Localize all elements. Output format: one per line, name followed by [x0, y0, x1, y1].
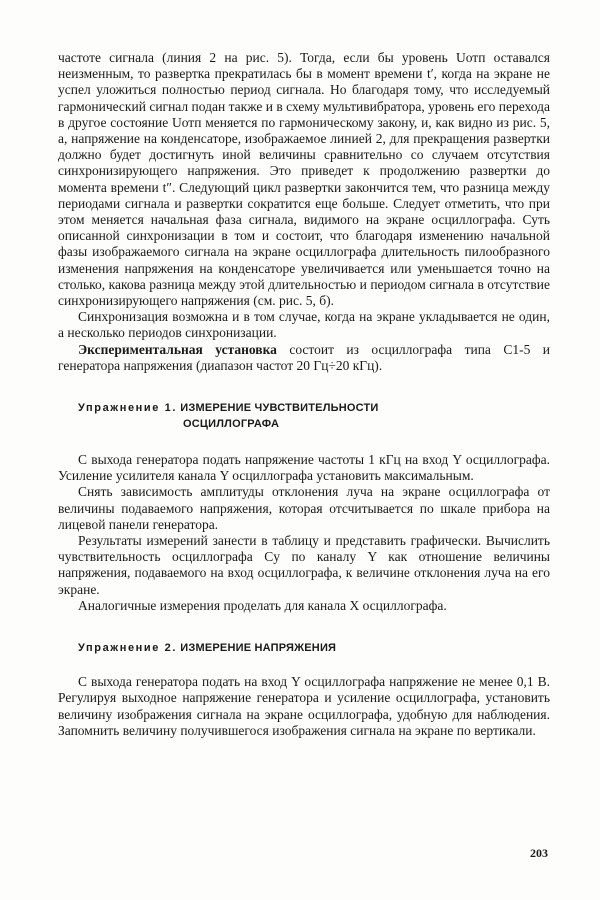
exercise-1-paragraph-1: С выхода генератора подать напряжение частоты 1 кГц на вход Y осциллографа. Усиление усилителя канала Y осциллографа установить максимальным. [58, 452, 550, 484]
page-number: 203 [530, 846, 548, 860]
exercise-1-title-line1: ИЗМЕРЕНИЕ ЧУВСТВИТЕЛЬНОСТИ [180, 402, 379, 415]
exercise-2-heading [58, 640, 550, 656]
setup-lead: Экспериментальная установка [78, 341, 277, 357]
exercise-1-paragraph-4: Аналогичные измерения проделать для канала X осциллографа. [78, 597, 447, 613]
exercise-2-prefix: Упражнение 2. [78, 642, 178, 655]
exercise-2-paragraph-1: С выхода генератора подать на вход Y осциллографа напряжение не менее 0,1 В. Регулируя выходное напряжение генератора и усиление осциллографа, установить величину изображения сигнала на экране осциллографа, удобную для наблюдения. Запомнить величину получившегося изображения сигнала на экране по вертикали. [58, 674, 550, 738]
exercise-2-title: ИЗМЕРЕНИЕ НАПРЯЖЕНИЯ [180, 642, 337, 655]
exercise-1-heading [58, 400, 550, 432]
setup-rest: состоит из осциллографа типа С1-5 и генератора напряжения (диапазон частот 20 Гц÷20 кГц). [58, 341, 550, 373]
paragraph-experimental-setup [58, 342, 550, 374]
paragraph-multiple-periods: Синхронизация возможна и в том случае, когда на экране укладывается не один, а несколько периодов синхронизации. [58, 309, 550, 341]
exercise-1-paragraph-3: Результаты измерений занести в таблицу и представить графически. Вычислить чувствительность осциллографа Cy по каналу Y как отношение величины напряжения, подаваемого на вход осциллографа, к величине отклонения луча на его экране. [58, 533, 550, 597]
exercise-1-title-line2: ОСЦИЛЛОГРАФА [183, 418, 280, 431]
exercise-1-paragraph-2: Снять зависимость амплитуды отклонения луча на экране осциллографа от величины подаваемого напряжения, которая отсчитывается по шкале прибора на лицевой панели генератора. [58, 484, 550, 532]
paragraph-synchronization-explanation: частоте сигнала (линия 2 на рис. 5). Тогда, если бы уровень Uотп оставался неизменным, то развертка прекратилась бы в момент времени t′, когда на экране не успел уложиться полностью период сигнала. Но благодаря тому, что исследуемый гармонический сигнал подан также и в схему мультивибратора, уровень его перехода в другое состояние Uотп меняется по гармоническому закону, и, как видно из рис. 5, а, напряжение на конденсаторе, изображаемое линией 2, для прекращения развертки должно будет достигнуть иной величины сравнительно со случаем отсутствия синхронизирующего напряжения. Это приведет к продолжению развертки до момента времени t″. Следующий цикл развертки закончится тем, что разница между периодами сигнала и развертки сократится еще больше. Следует отметить, что при этом меняется начальная фаза сигнала, видимого на экране осциллографа. Суть описанной синхронизации в том и состоит, что благодаря изменению начальной фазы изображаемого сигнала на экране осциллографа длительность пилообразного изменения напряжения на конденсаторе увеличивается или уменьшается точно на столько, какова разница между этой длительностью и периодом сигнала в отсутствие синхронизирующего напряжения (см. рис. 5, б). [58, 50, 550, 309]
exercise-1-prefix: Упражнение 1. [78, 402, 178, 415]
body-text [58, 50, 550, 739]
